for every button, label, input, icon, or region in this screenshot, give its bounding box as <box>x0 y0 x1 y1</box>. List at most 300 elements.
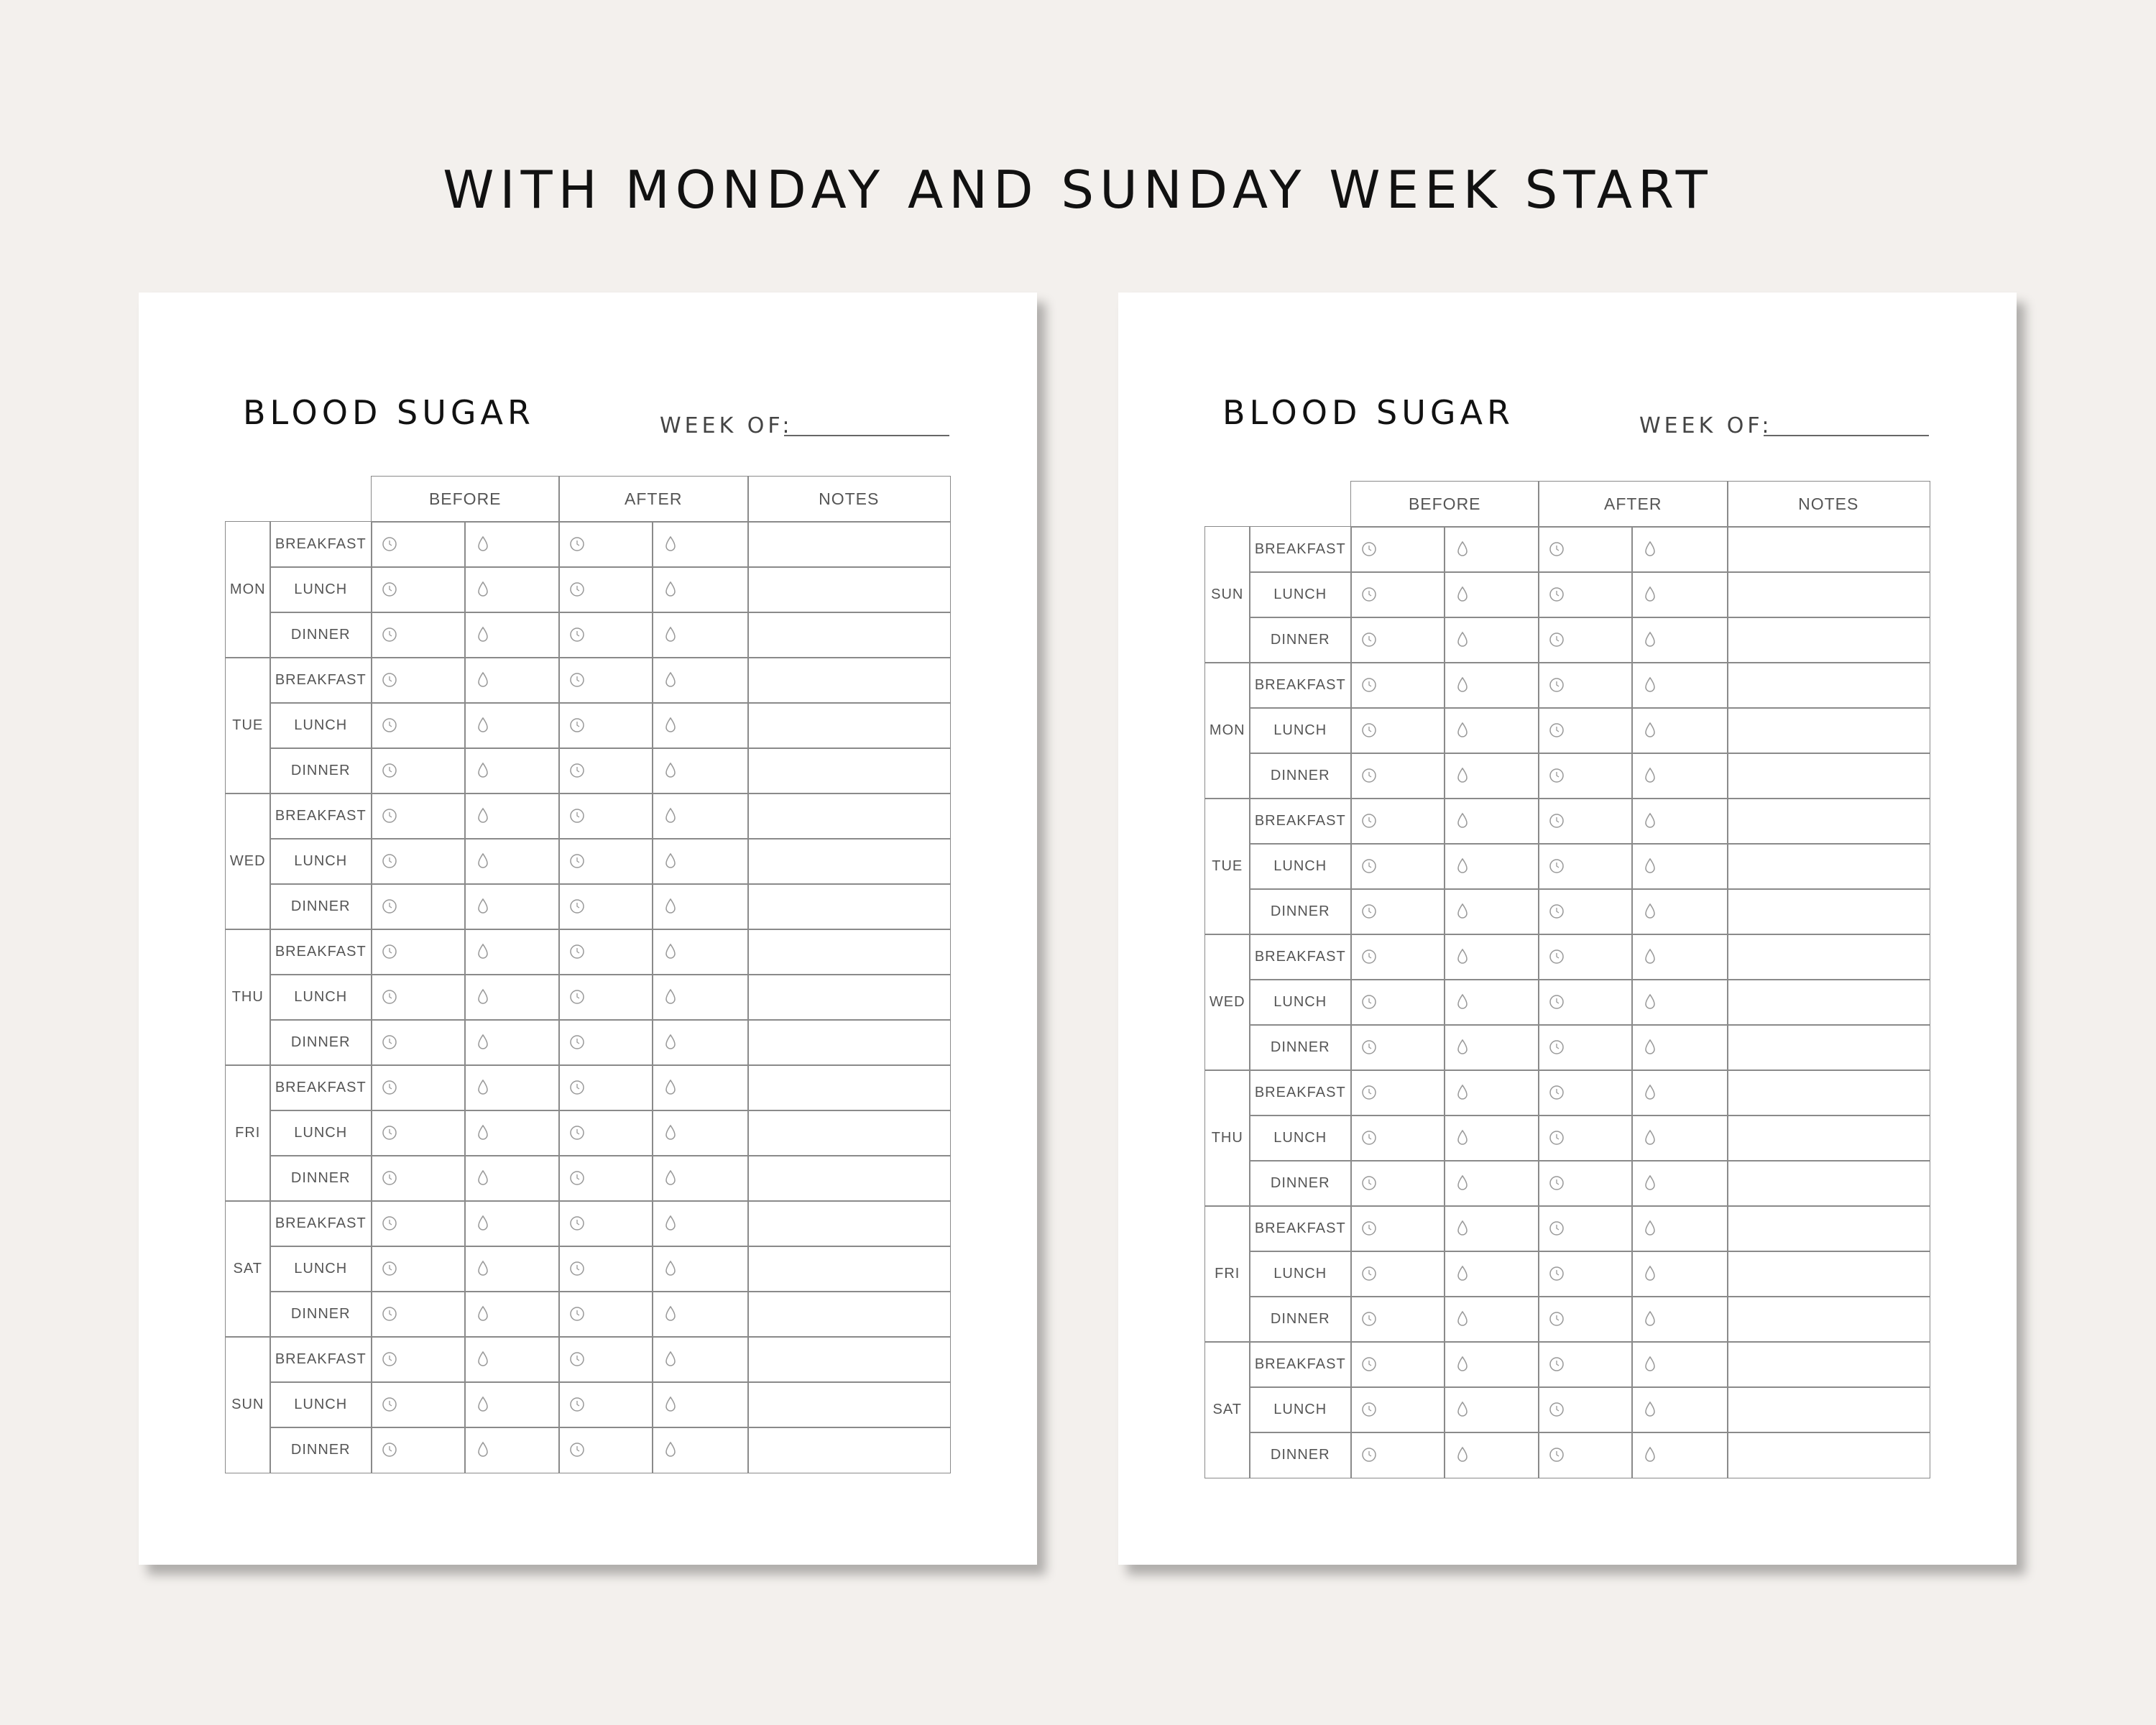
blood-drop-icon <box>1644 1446 1657 1463</box>
time-entry-cell[interactable] <box>1538 1160 1633 1207</box>
time-entry-cell[interactable] <box>558 748 653 794</box>
blood-drop-icon <box>664 1034 677 1051</box>
notes-cell[interactable] <box>1727 662 1930 709</box>
day-label: WED <box>1204 934 1250 1071</box>
reading-entry-cell[interactable] <box>652 521 749 568</box>
reading-entry-cell[interactable] <box>652 1381 749 1428</box>
clock-icon <box>1361 541 1377 557</box>
clock-icon <box>382 989 397 1005</box>
reading-entry-cell[interactable] <box>652 1427 749 1473</box>
column-header-after: AFTER <box>1538 481 1728 528</box>
notes-cell[interactable] <box>747 1019 951 1066</box>
reading-entry-cell[interactable] <box>1444 1341 1539 1388</box>
reading-entry-cell[interactable] <box>1631 1115 1728 1162</box>
notes-cell[interactable] <box>1727 707 1930 754</box>
notes-cell[interactable] <box>1727 1296 1930 1343</box>
reading-entry-cell[interactable] <box>652 793 749 840</box>
reading-entry-cell[interactable] <box>464 793 560 840</box>
clock-icon <box>1361 1130 1377 1146</box>
clock-icon <box>1549 586 1565 602</box>
time-entry-cell[interactable] <box>1350 1160 1445 1207</box>
time-entry-cell[interactable] <box>1538 662 1633 709</box>
reading-entry-cell[interactable] <box>1444 662 1539 709</box>
time-entry-cell[interactable] <box>1538 843 1633 890</box>
notes-cell[interactable] <box>747 748 951 794</box>
time-entry-cell[interactable] <box>371 1246 466 1292</box>
reading-entry-cell[interactable] <box>1631 888 1728 935</box>
time-entry-cell[interactable] <box>558 883 653 930</box>
clock-icon <box>382 1034 397 1050</box>
time-entry-cell[interactable] <box>558 1110 653 1156</box>
clock-icon <box>382 944 397 960</box>
time-entry-cell[interactable] <box>371 521 466 568</box>
clock-icon <box>569 853 585 869</box>
notes-cell[interactable] <box>747 1336 951 1383</box>
clock-icon <box>382 1080 397 1095</box>
clock-icon <box>1361 1175 1377 1191</box>
reading-entry-cell[interactable] <box>1444 617 1539 663</box>
reading-entry-cell[interactable] <box>464 1336 560 1383</box>
blood-drop-icon <box>1644 586 1657 603</box>
meal-label: LUNCH <box>270 838 372 885</box>
reading-entry-cell[interactable] <box>1631 1296 1728 1343</box>
reading-entry-cell[interactable] <box>1444 571 1539 618</box>
time-entry-cell[interactable] <box>1350 888 1445 935</box>
reading-entry-cell[interactable] <box>464 657 560 704</box>
time-entry-cell[interactable] <box>558 612 653 658</box>
meal-label: DINNER <box>270 1155 372 1202</box>
reading-entry-cell[interactable] <box>1631 662 1728 709</box>
notes-cell[interactable] <box>1727 753 1930 799</box>
meal-label: DINNER <box>1249 617 1352 663</box>
time-entry-cell[interactable] <box>1538 1070 1633 1116</box>
time-entry-cell[interactable] <box>1350 1386 1445 1433</box>
clock-icon <box>1549 632 1565 648</box>
column-header-notes: NOTES <box>1727 481 1930 528</box>
reading-entry-cell[interactable] <box>464 521 560 568</box>
notes-cell[interactable] <box>747 1427 951 1473</box>
notes-cell[interactable] <box>1727 1341 1930 1388</box>
time-entry-cell[interactable] <box>1538 526 1633 573</box>
time-entry-cell[interactable] <box>1538 1251 1633 1297</box>
reading-entry-cell[interactable] <box>464 1427 560 1473</box>
notes-cell[interactable] <box>1727 1386 1930 1433</box>
clock-icon <box>569 989 585 1005</box>
clock-icon <box>569 1080 585 1095</box>
time-entry-cell[interactable] <box>558 838 653 885</box>
time-entry-cell[interactable] <box>371 566 466 613</box>
meal-label: BREAKFAST <box>1249 526 1352 573</box>
time-entry-cell[interactable] <box>371 793 466 840</box>
reading-entry-cell[interactable] <box>464 1246 560 1292</box>
time-entry-cell[interactable] <box>371 974 466 1021</box>
time-entry-cell[interactable] <box>558 1427 653 1473</box>
reading-entry-cell[interactable] <box>652 748 749 794</box>
clock-icon <box>1361 858 1377 874</box>
clock-icon <box>569 1170 585 1186</box>
clock-icon <box>1361 1402 1377 1417</box>
notes-cell[interactable] <box>1727 888 1930 935</box>
reading-entry-cell[interactable] <box>652 566 749 613</box>
clock-icon <box>382 1170 397 1186</box>
reading-entry-cell[interactable] <box>464 1019 560 1066</box>
time-entry-cell[interactable] <box>371 1381 466 1428</box>
reading-entry-cell[interactable] <box>464 1110 560 1156</box>
reading-entry-cell[interactable] <box>1444 1386 1539 1433</box>
meal-label: BREAKFAST <box>1249 662 1352 709</box>
notes-cell[interactable] <box>747 1381 951 1428</box>
time-entry-cell[interactable] <box>1538 1205 1633 1252</box>
reading-entry-cell[interactable] <box>464 748 560 794</box>
reading-entry-cell[interactable] <box>1631 798 1728 845</box>
clock-icon <box>569 672 585 688</box>
reading-entry-cell[interactable] <box>1444 888 1539 935</box>
blood-drop-icon <box>476 671 489 689</box>
time-entry-cell[interactable] <box>1538 571 1633 618</box>
notes-cell[interactable] <box>1727 1070 1930 1116</box>
reading-entry-cell[interactable] <box>1444 934 1539 980</box>
reading-entry-cell[interactable] <box>652 612 749 658</box>
reading-entry-cell[interactable] <box>1444 1205 1539 1252</box>
time-entry-cell[interactable] <box>1538 1432 1633 1478</box>
time-entry-cell[interactable] <box>1350 934 1445 980</box>
notes-cell[interactable] <box>1727 1024 1930 1071</box>
time-entry-cell[interactable] <box>558 566 653 613</box>
reading-entry-cell[interactable] <box>652 657 749 704</box>
reading-entry-cell[interactable] <box>652 1246 749 1292</box>
reading-entry-cell[interactable] <box>464 612 560 658</box>
clock-icon <box>1549 1130 1565 1146</box>
time-entry-cell[interactable] <box>1538 979 1633 1026</box>
clock-icon <box>569 627 585 643</box>
notes-cell[interactable] <box>1727 934 1930 980</box>
clock-icon <box>569 1442 585 1458</box>
reading-entry-cell[interactable] <box>652 883 749 930</box>
reading-entry-cell[interactable] <box>464 929 560 975</box>
time-entry-cell[interactable] <box>1350 526 1445 573</box>
reading-entry-cell[interactable] <box>1631 1160 1728 1207</box>
time-entry-cell[interactable] <box>371 1064 466 1111</box>
notes-cell[interactable] <box>747 521 951 568</box>
time-entry-cell[interactable] <box>371 657 466 704</box>
time-entry-cell[interactable] <box>1538 617 1633 663</box>
time-entry-cell[interactable] <box>1538 1115 1633 1162</box>
reading-entry-cell[interactable] <box>652 1064 749 1111</box>
reading-entry-cell[interactable] <box>464 702 560 749</box>
meal-label: DINNER <box>1249 1296 1352 1343</box>
time-entry-cell[interactable] <box>1350 1432 1445 1478</box>
notes-cell[interactable] <box>747 566 951 613</box>
week-of-field[interactable] <box>1764 435 1929 436</box>
time-entry-cell[interactable] <box>558 521 653 568</box>
clock-icon <box>1549 858 1565 874</box>
notes-cell[interactable] <box>747 838 951 885</box>
clock-icon <box>1361 586 1377 602</box>
reading-entry-cell[interactable] <box>652 702 749 749</box>
time-entry-cell[interactable] <box>558 1155 653 1202</box>
time-entry-cell[interactable] <box>1350 798 1445 845</box>
reading-entry-cell[interactable] <box>1444 798 1539 845</box>
time-entry-cell[interactable] <box>558 929 653 975</box>
time-entry-cell[interactable] <box>1350 1296 1445 1343</box>
reading-entry-cell[interactable] <box>652 1336 749 1383</box>
clock-icon <box>569 1306 585 1322</box>
clock-icon <box>1361 722 1377 738</box>
time-entry-cell[interactable] <box>1350 571 1445 618</box>
blood-drop-icon <box>476 1351 489 1368</box>
blood-drop-icon <box>476 1305 489 1322</box>
reading-entry-cell[interactable] <box>1444 1115 1539 1162</box>
reading-entry-cell[interactable] <box>464 974 560 1021</box>
reading-entry-cell[interactable] <box>1631 843 1728 890</box>
time-entry-cell[interactable] <box>558 1019 653 1066</box>
time-entry-cell[interactable] <box>371 883 466 930</box>
notes-cell[interactable] <box>1727 526 1930 573</box>
time-entry-cell[interactable] <box>558 1246 653 1292</box>
blood-drop-icon <box>664 1305 677 1322</box>
reading-entry-cell[interactable] <box>1631 979 1728 1026</box>
time-entry-cell[interactable] <box>1350 1115 1445 1162</box>
blood-drop-icon <box>1456 1220 1469 1237</box>
reading-entry-cell[interactable] <box>1444 1432 1539 1478</box>
blood-drop-icon <box>476 1441 489 1458</box>
time-entry-cell[interactable] <box>558 657 653 704</box>
reading-entry-cell[interactable] <box>464 1200 560 1247</box>
meal-label: DINNER <box>270 1291 372 1338</box>
meal-label: DINNER <box>1249 888 1352 935</box>
clock-icon <box>382 536 397 552</box>
time-entry-cell[interactable] <box>371 1019 466 1066</box>
clock-icon <box>1361 1085 1377 1100</box>
blood-drop-icon <box>664 1169 677 1187</box>
time-entry-cell[interactable] <box>558 1200 653 1247</box>
time-entry-cell[interactable] <box>371 1291 466 1338</box>
blood-drop-icon <box>476 1215 489 1232</box>
time-entry-cell[interactable] <box>371 1427 466 1473</box>
notes-cell[interactable] <box>1727 1115 1930 1162</box>
blood-drop-icon <box>1644 993 1657 1011</box>
reading-entry-cell[interactable] <box>1631 753 1728 799</box>
time-entry-cell[interactable] <box>558 974 653 1021</box>
time-entry-cell[interactable] <box>1538 1386 1633 1433</box>
clock-icon <box>569 1351 585 1367</box>
time-entry-cell[interactable] <box>558 702 653 749</box>
notes-cell[interactable] <box>747 929 951 975</box>
time-entry-cell[interactable] <box>371 748 466 794</box>
notes-cell[interactable] <box>1727 979 1930 1026</box>
notes-cell[interactable] <box>747 974 951 1021</box>
time-entry-cell[interactable] <box>1350 707 1445 754</box>
time-entry-cell[interactable] <box>1538 753 1633 799</box>
reading-entry-cell[interactable] <box>1444 1024 1539 1071</box>
time-entry-cell[interactable] <box>558 1336 653 1383</box>
time-entry-cell[interactable] <box>371 1200 466 1247</box>
blood-drop-icon <box>476 626 489 643</box>
notes-cell[interactable] <box>747 1200 951 1247</box>
notes-cell[interactable] <box>1727 1160 1930 1207</box>
reading-entry-cell[interactable] <box>1444 1070 1539 1116</box>
time-entry-cell[interactable] <box>1350 1341 1445 1388</box>
reading-entry-cell[interactable] <box>1631 1251 1728 1297</box>
time-entry-cell[interactable] <box>558 1291 653 1338</box>
notes-cell[interactable] <box>747 1291 951 1338</box>
clock-icon <box>1549 813 1565 829</box>
blood-drop-icon <box>664 626 677 643</box>
blood-drop-icon <box>1456 948 1469 965</box>
time-entry-cell[interactable] <box>1350 843 1445 890</box>
clock-icon <box>1549 1356 1565 1372</box>
notes-cell[interactable] <box>747 702 951 749</box>
notes-cell[interactable] <box>1727 1432 1930 1478</box>
reading-entry-cell[interactable] <box>1631 571 1728 618</box>
day-label: SAT <box>1204 1341 1250 1478</box>
reading-entry-cell[interactable] <box>464 838 560 885</box>
notes-cell[interactable] <box>747 1246 951 1292</box>
reading-entry-cell[interactable] <box>1631 1432 1728 1478</box>
time-entry-cell[interactable] <box>558 1381 653 1428</box>
time-entry-cell[interactable] <box>1538 1024 1633 1071</box>
reading-entry-cell[interactable] <box>1631 1024 1728 1071</box>
clock-icon <box>1549 1039 1565 1055</box>
reading-entry-cell[interactable] <box>652 929 749 975</box>
clock-icon <box>1549 903 1565 919</box>
notes-cell[interactable] <box>1727 798 1930 845</box>
clock-icon <box>569 581 585 597</box>
reading-entry-cell[interactable] <box>1631 1070 1728 1116</box>
meal-label: LUNCH <box>1249 707 1352 754</box>
reading-entry-cell[interactable] <box>464 883 560 930</box>
reading-entry-cell[interactable] <box>1444 843 1539 890</box>
time-entry-cell[interactable] <box>371 838 466 885</box>
time-entry-cell[interactable] <box>371 612 466 658</box>
notes-cell[interactable] <box>747 883 951 930</box>
meal-label: BREAKFAST <box>1249 934 1352 980</box>
reading-entry-cell[interactable] <box>1444 1251 1539 1297</box>
time-entry-cell[interactable] <box>1538 1296 1633 1343</box>
time-entry-cell[interactable] <box>1350 1251 1445 1297</box>
time-entry-cell[interactable] <box>1350 1070 1445 1116</box>
clock-icon <box>569 808 585 824</box>
reading-entry-cell[interactable] <box>464 1064 560 1111</box>
reading-entry-cell[interactable] <box>1631 1205 1728 1252</box>
reading-entry-cell[interactable] <box>1444 526 1539 573</box>
reading-entry-cell[interactable] <box>652 838 749 885</box>
blood-drop-icon <box>1456 812 1469 829</box>
time-entry-cell[interactable] <box>371 1110 466 1156</box>
notes-cell[interactable] <box>1727 1205 1930 1252</box>
notes-cell[interactable] <box>747 1110 951 1156</box>
reading-entry-cell[interactable] <box>1631 526 1728 573</box>
notes-cell[interactable] <box>747 612 951 658</box>
blood-drop-icon <box>1456 1356 1469 1373</box>
reading-entry-cell[interactable] <box>1444 1296 1539 1343</box>
reading-entry-cell[interactable] <box>1444 753 1539 799</box>
time-entry-cell[interactable] <box>1350 662 1445 709</box>
blood-drop-icon <box>1456 1129 1469 1146</box>
week-of-field[interactable] <box>784 435 949 436</box>
time-entry-cell[interactable] <box>1350 1024 1445 1071</box>
notes-cell[interactable] <box>1727 617 1930 663</box>
reading-entry-cell[interactable] <box>464 566 560 613</box>
notes-cell[interactable] <box>747 1064 951 1111</box>
time-entry-cell[interactable] <box>371 1155 466 1202</box>
reading-entry-cell[interactable] <box>652 1200 749 1247</box>
notes-cell[interactable] <box>747 657 951 704</box>
reading-entry-cell[interactable] <box>1444 707 1539 754</box>
reading-entry-cell[interactable] <box>464 1155 560 1202</box>
meal-label: LUNCH <box>270 974 372 1021</box>
clock-icon <box>569 1034 585 1050</box>
reading-entry-cell[interactable] <box>652 974 749 1021</box>
notes-cell[interactable] <box>1727 1251 1930 1297</box>
day-label: SUN <box>225 1336 271 1473</box>
time-entry-cell[interactable] <box>1350 979 1445 1026</box>
blood-drop-icon <box>1456 1084 1469 1101</box>
time-entry-cell[interactable] <box>558 793 653 840</box>
time-entry-cell[interactable] <box>371 929 466 975</box>
time-entry-cell[interactable] <box>1538 934 1633 980</box>
meal-label: LUNCH <box>270 566 372 613</box>
time-entry-cell[interactable] <box>1350 617 1445 663</box>
notes-cell[interactable] <box>747 1155 951 1202</box>
reading-entry-cell[interactable] <box>1631 707 1728 754</box>
reading-entry-cell[interactable] <box>652 1110 749 1156</box>
blood-drop-icon <box>476 807 489 824</box>
clock-icon <box>382 581 397 597</box>
reading-entry-cell[interactable] <box>464 1381 560 1428</box>
meal-label: LUNCH <box>270 1381 372 1428</box>
blood-drop-icon <box>1644 540 1657 558</box>
time-entry-cell[interactable] <box>1538 888 1633 935</box>
reading-entry-cell[interactable] <box>652 1019 749 1066</box>
blood-drop-icon <box>1644 1129 1657 1146</box>
blood-drop-icon <box>664 1079 677 1096</box>
blood-drop-icon <box>1456 903 1469 920</box>
reading-entry-cell[interactable] <box>1444 1160 1539 1207</box>
time-entry-cell[interactable] <box>1538 1341 1633 1388</box>
clock-icon <box>382 1306 397 1322</box>
blood-drop-icon <box>1456 676 1469 694</box>
blood-drop-icon <box>1644 1310 1657 1328</box>
reading-entry-cell[interactable] <box>652 1155 749 1202</box>
day-label: MON <box>1204 662 1250 799</box>
blood-drop-icon <box>1644 767 1657 784</box>
reading-entry-cell[interactable] <box>1444 979 1539 1026</box>
time-entry-cell[interactable] <box>1538 798 1633 845</box>
reading-entry-cell[interactable] <box>1631 617 1728 663</box>
blood-drop-icon <box>664 762 677 779</box>
blood-drop-icon <box>1456 1401 1469 1418</box>
reading-entry-cell[interactable] <box>1631 1341 1728 1388</box>
meal-label: LUNCH <box>1249 979 1352 1026</box>
notes-cell[interactable] <box>1727 843 1930 890</box>
notes-cell[interactable] <box>747 793 951 840</box>
reading-entry-cell[interactable] <box>464 1291 560 1338</box>
time-entry-cell[interactable] <box>1350 1205 1445 1252</box>
reading-entry-cell[interactable] <box>1631 934 1728 980</box>
time-entry-cell[interactable] <box>1350 753 1445 799</box>
clock-icon <box>1361 1447 1377 1463</box>
reading-entry-cell[interactable] <box>652 1291 749 1338</box>
time-entry-cell[interactable] <box>1538 707 1633 754</box>
notes-cell[interactable] <box>1727 571 1930 618</box>
blood-drop-icon <box>476 762 489 779</box>
time-entry-cell[interactable] <box>558 1064 653 1111</box>
time-entry-cell[interactable] <box>371 702 466 749</box>
clock-icon <box>1361 768 1377 783</box>
reading-entry-cell[interactable] <box>1631 1386 1728 1433</box>
time-entry-cell[interactable] <box>371 1336 466 1383</box>
